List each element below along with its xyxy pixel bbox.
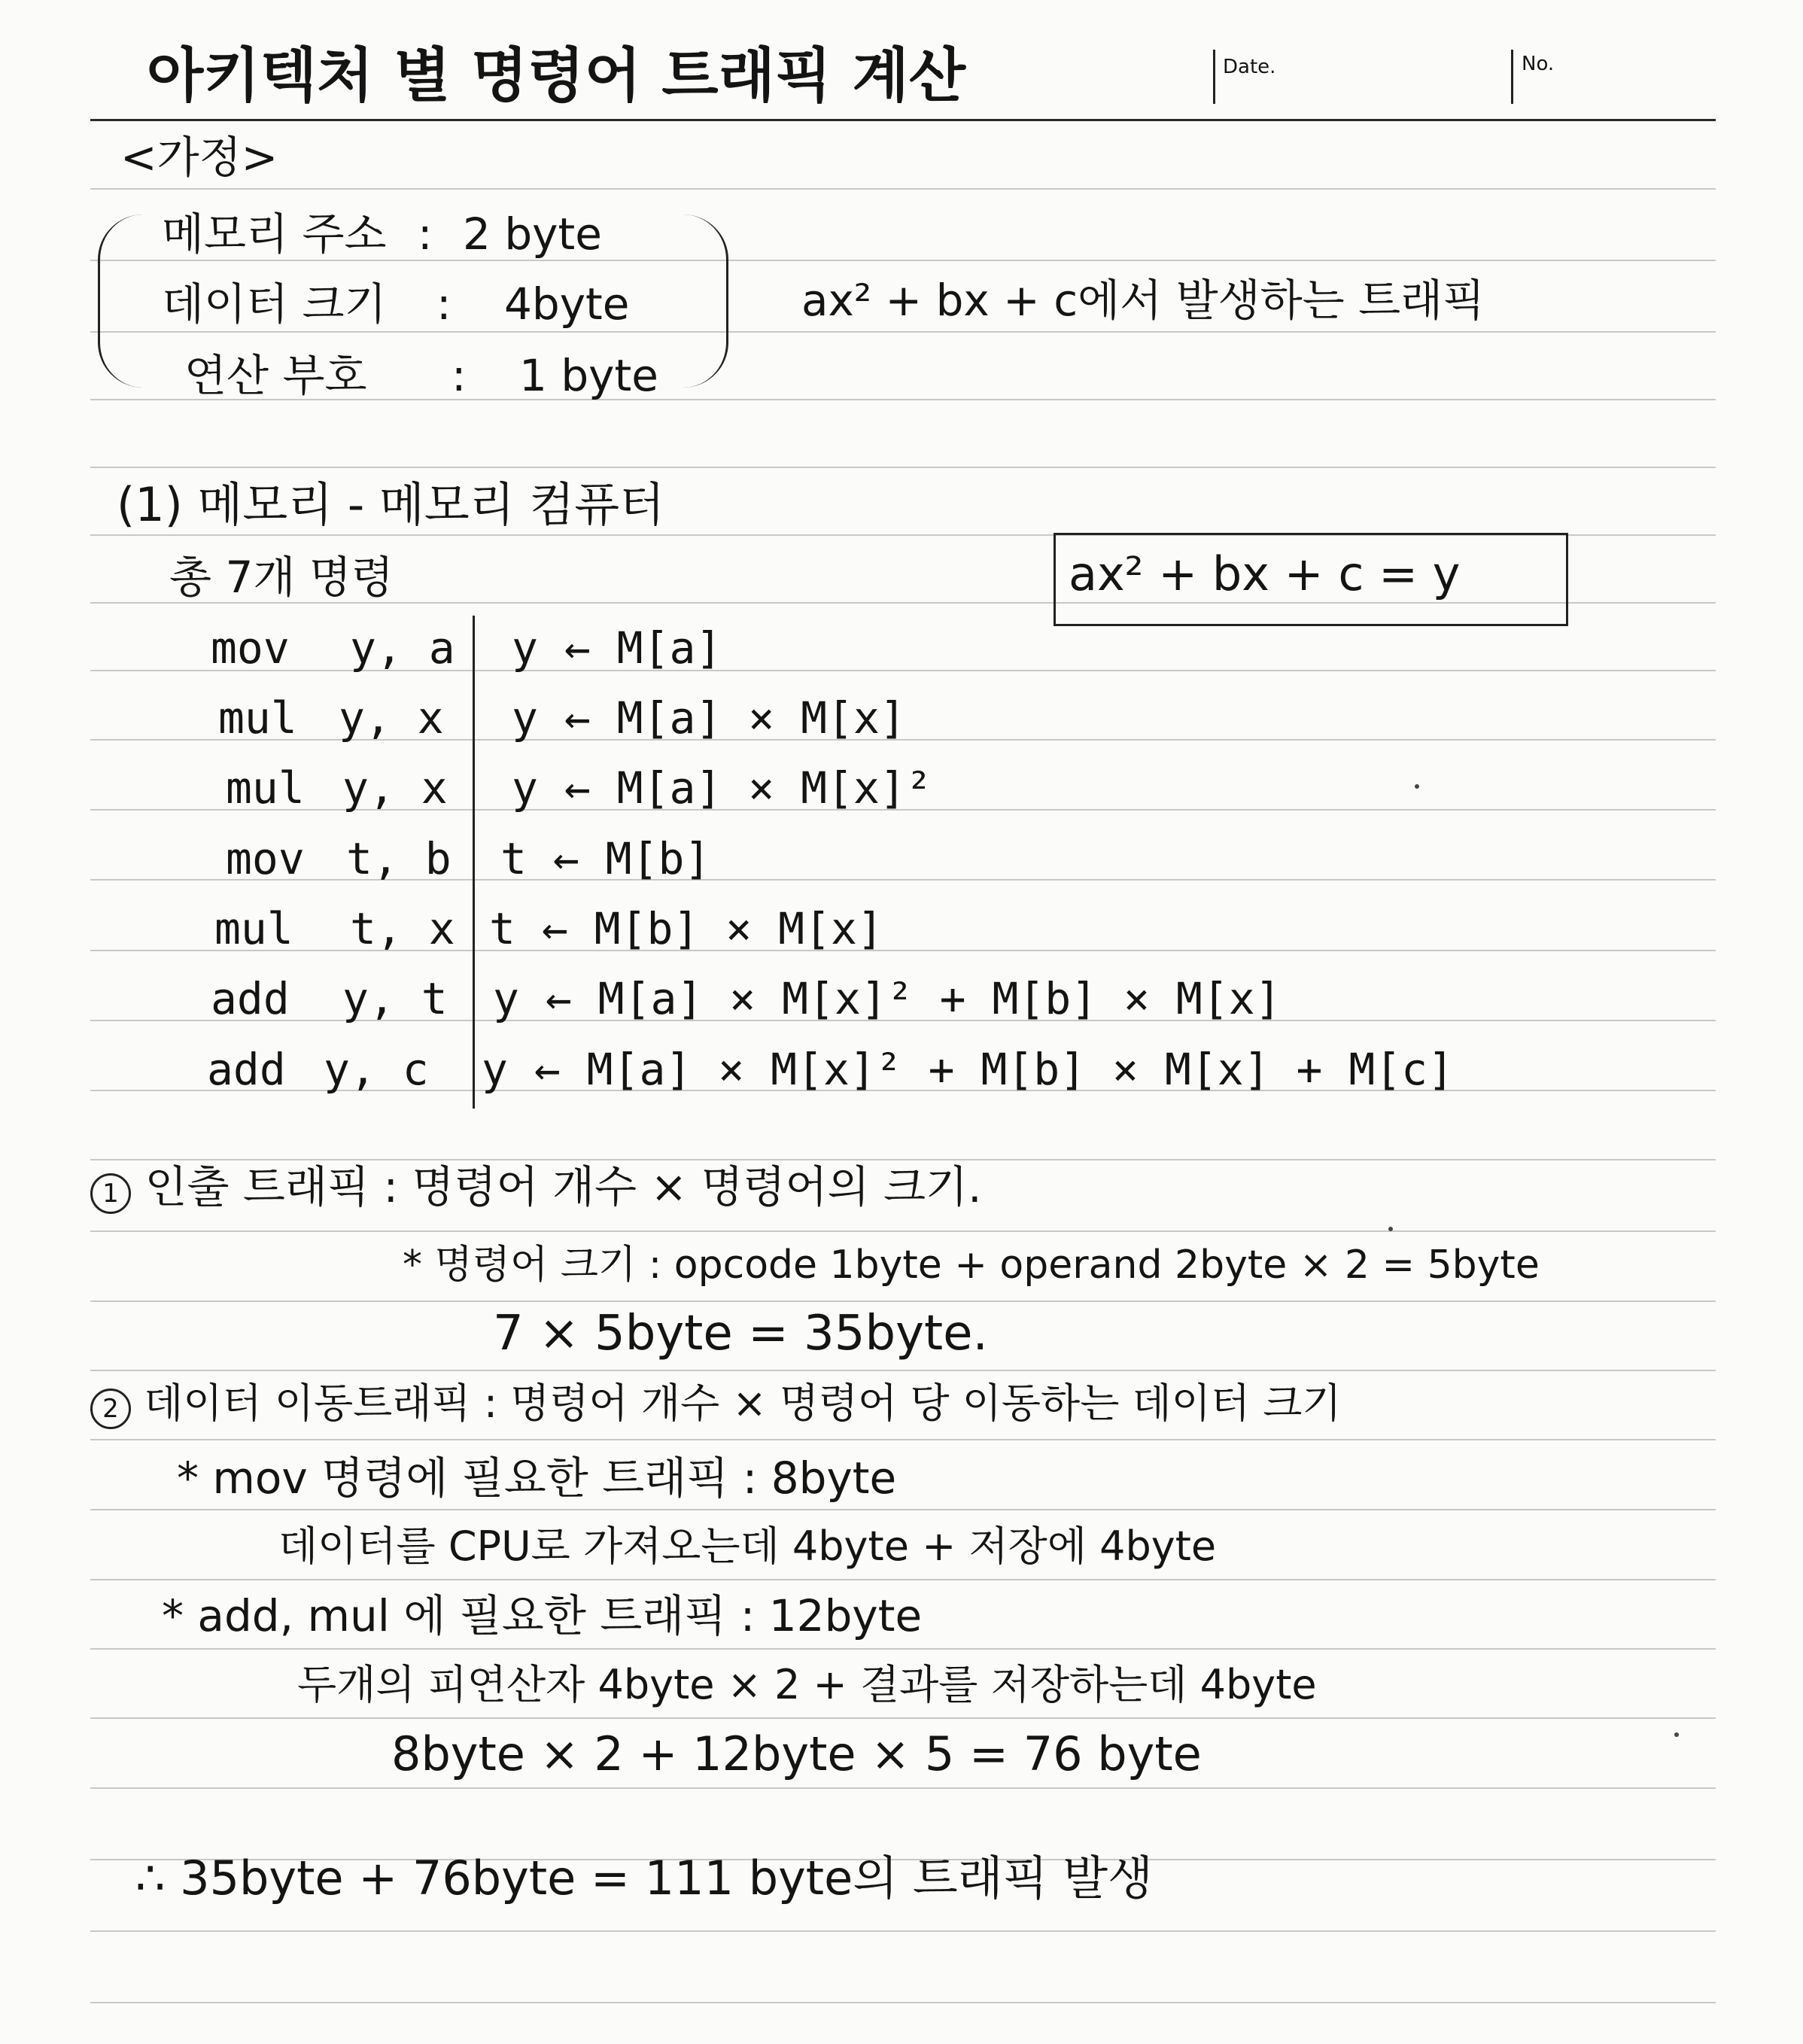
section1-heading: (1) 메모리 - 메모리 컴퓨터 [117,477,665,532]
fetch-heading: 인출 트래픽 : 명령어 개수 × 명령어의 크기. [144,1161,982,1212]
assumption-sep: : [452,350,467,401]
assumption-label: 메모리 주소 [162,208,387,260]
mov-detail: 데이터를 CPU로 가져오는데 4byte + 저장에 4byte [278,1522,1217,1570]
instruction-op: mov [226,833,305,884]
instruction-args: y, t [342,973,448,1024]
fetch-calc: 7 × 5byte = 35byte. [493,1306,988,1361]
no-label: No. [1522,53,1555,75]
assumption-sep: : [418,208,433,260]
assumption-label: 연산 부호 [184,350,367,401]
fetch-note: * 명령어 크기 : opcode 1byte + operand 2byte × 2 = 5byte [403,1243,1540,1288]
add-note: * add, mul 에 필요한 트래픽 : 12byte [162,1590,923,1641]
data-move-heading-row [90,1379,1342,1429]
conclusion: ∴ 35byte + 76byte = 111 byte의 트래픽 발생 [135,1851,1153,1906]
fetch-heading-row [90,1161,982,1214]
ruled-line [90,950,1716,951]
header-rule [90,119,1716,121]
instruction-effect: y ← M[a] × M[x]² + M[b] × M[x] + M[c] [482,1044,1455,1095]
date-divider [1213,50,1215,104]
ruled-line [90,1509,1716,1510]
instruction-effect: y ← M[a] × M[x] [512,692,906,744]
ruled-line [90,1717,1716,1719]
fetch-number: 1 [90,1173,131,1214]
instruction-effect: t ← M[b] × M[x] [489,903,883,954]
assumption-value: 4byte [504,278,630,330]
instruction-effect: y ← M[a] × M[x]² [512,762,932,814]
ruled-line [90,467,1716,468]
expression-note: ax² + bx + c에서 발생하는 트래픽 [801,275,1485,326]
data-move-number: 2 [90,1389,131,1429]
instruction-op: mov [211,622,290,674]
ruled-line [90,879,1716,881]
instruction-args: y, c [324,1044,429,1095]
instruction-args: t, b [346,833,452,884]
ruled-line [90,1648,1716,1650]
ruled-line [90,670,1716,671]
ruled-line [90,260,1716,261]
instruction-op: add [207,1044,286,1095]
right-paren [681,214,728,388]
instruction-args: y, x [342,762,448,814]
ruled-line [90,2002,1716,2003]
paper-dot [1415,784,1419,789]
ruled-line [90,1230,1716,1232]
instruction-effect: t ← M[b] [500,833,711,884]
assumption-sep: : [436,278,452,330]
instruction-count: 총 7개 명령 [169,552,394,603]
assumption-label: 데이터 크기 [162,278,387,330]
instruction-op: mul [218,692,297,744]
ruled-line [90,188,1716,190]
ruled-line [90,331,1716,333]
instruction-op: mul [226,762,305,814]
ruled-line [90,1159,1716,1160]
assumptions-heading: <가정> [120,132,278,183]
instruction-op: mul [214,903,293,954]
instruction-op: add [211,973,290,1024]
assumption-value: 2 byte [463,208,602,260]
paper-dot [1674,1732,1679,1737]
instruction-effect: y ← M[a] × M[x]² + M[b] × M[x] [493,973,1282,1024]
no-divider [1511,50,1513,104]
mov-note: * mov 명령에 필요한 트래픽 : 8byte [177,1452,897,1504]
ruled-line [90,1370,1716,1371]
paper-dot [1388,1227,1393,1231]
ruled-line [90,1439,1716,1440]
ruled-line [90,1300,1716,1302]
add-detail: 두개의 피연산자 4byte × 2 + 결과를 저장하는데 4byte [297,1661,1317,1708]
ruled-line [90,1787,1716,1789]
instruction-args: y, x [339,692,444,744]
instruction-effect: y ← M[a] [512,622,722,674]
date-label: Date. [1223,56,1276,78]
instruction-args: t, x [350,903,455,954]
page-title: 아키텍처 별 명령어 트래픽 계산 [147,42,966,110]
assumption-value: 1 byte [519,350,658,401]
data-move-calc: 8byte × 2 + 12byte × 5 = 76 byte [391,1726,1202,1781]
equation-text: ax² + bx + c = y [1069,546,1461,601]
instruction-divider [473,616,475,1109]
ruled-line [90,1579,1716,1580]
ruled-line [90,1930,1716,1932]
instruction-args: y, a [350,622,455,674]
left-paren [98,214,145,388]
data-move-heading: 데이터 이동트래픽 : 명령어 개수 × 명령어 당 이동하는 데이터 크기 [144,1379,1342,1427]
